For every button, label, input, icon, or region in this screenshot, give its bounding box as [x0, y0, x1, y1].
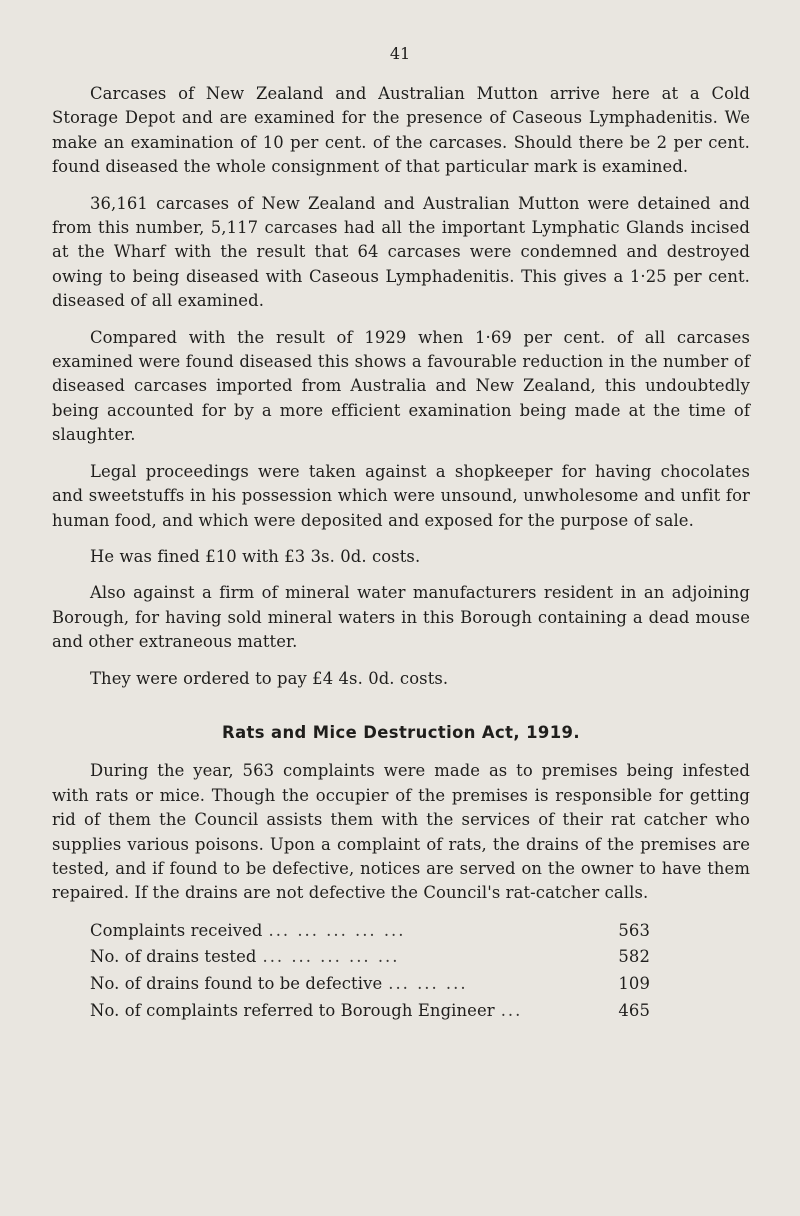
- paragraph-legal-proceedings: Legal proceedings were taken against a shopkeeper for having chocolates and sweetstuffs in his possession which were unsound, unwholesome and unfit for human food, and which were deposited and exposed for the purpose of sale.: [52, 461, 750, 530]
- leader-dots: ... ... ...: [388, 973, 468, 993]
- stat-row: [90, 918, 650, 945]
- stat-row: [90, 944, 650, 971]
- paragraph-mutton-inspection: Carcases of New Zealand and Australian Mutton arrive here at a Cold Storage Depot and are examined for the presence of Caseous Lymphadenitis. We make an examination of 10 per cent. of the carcases. Should there be 2 per cent. found diseased the whole consignment of that particular mark is examined.: [52, 84, 750, 177]
- stat-label: No. of drains found to be defective: [90, 973, 383, 993]
- paragraph-rats-complaints: During the year, 563 complaints were made as to premises being infested with rats or mice. Though the occupier of the premises is responsible for getting rid of them the Council assists them with the services of their rat catcher who supplies various poisons. Upon a complaint of rats, the drains of the premises are tested, and if found to be defective, notices are served on the owner to have them repaired. If the drains are not defective the Council's rat-catcher calls.: [52, 761, 750, 903]
- stat-value: 109: [618, 973, 650, 993]
- document-body: [52, 82, 750, 1024]
- stat-value: 465: [618, 1000, 650, 1020]
- leader-dots: ...: [500, 1000, 523, 1020]
- section-heading: Rats and Mice Destruction Act, 1919.: [222, 722, 580, 742]
- stat-label: No. of drains tested: [90, 947, 257, 967]
- paragraph-mineral-water: Also against a firm of mineral water manufacturers resident in an adjoining Borough, for having sold mineral waters in this Borough containing a dead mouse and other extraneous matter.: [52, 583, 750, 652]
- page-number: 41: [389, 44, 411, 63]
- stat-label: Complaints received: [90, 920, 263, 940]
- leader-dots: ... ... ... ... ...: [268, 920, 406, 940]
- stat-row: [90, 998, 650, 1025]
- stat-row: [90, 971, 650, 998]
- stat-value: 582: [618, 947, 650, 967]
- paragraph-fine: He was fined £10 with £3 3s. 0d. costs.: [90, 546, 421, 566]
- paragraph-costs: They were ordered to pay £4 4s. 0d. costs.: [90, 668, 449, 688]
- leader-dots: ... ... ... ... ...: [262, 947, 400, 967]
- stat-value: 563: [618, 920, 650, 940]
- paragraph-comparison-1929: Compared with the result of 1929 when 1·69 per cent. of all carcases examined were found diseased this shows a favourable reduction in the number of diseased carcases imported from Australia and New Zealand, this undoubtedly being accounted for by a more efficient examination being made at the time of slaughter.: [52, 327, 750, 445]
- paragraph-carcases-detained: 36,161 carcases of New Zealand and Australian Mutton were detained and from this number, 5,117 carcases had all the important Lymphatic Glands incised at the Wharf with the result that 64 carcases were condemned and destroyed owing to being diseased with Caseous Lymphadenitis. This gives a 1·25 per cent. diseased of all examined.: [52, 193, 750, 311]
- stat-label: No. of complaints referred to Borough Engineer: [90, 1000, 495, 1020]
- statistics-list: [52, 918, 650, 1024]
